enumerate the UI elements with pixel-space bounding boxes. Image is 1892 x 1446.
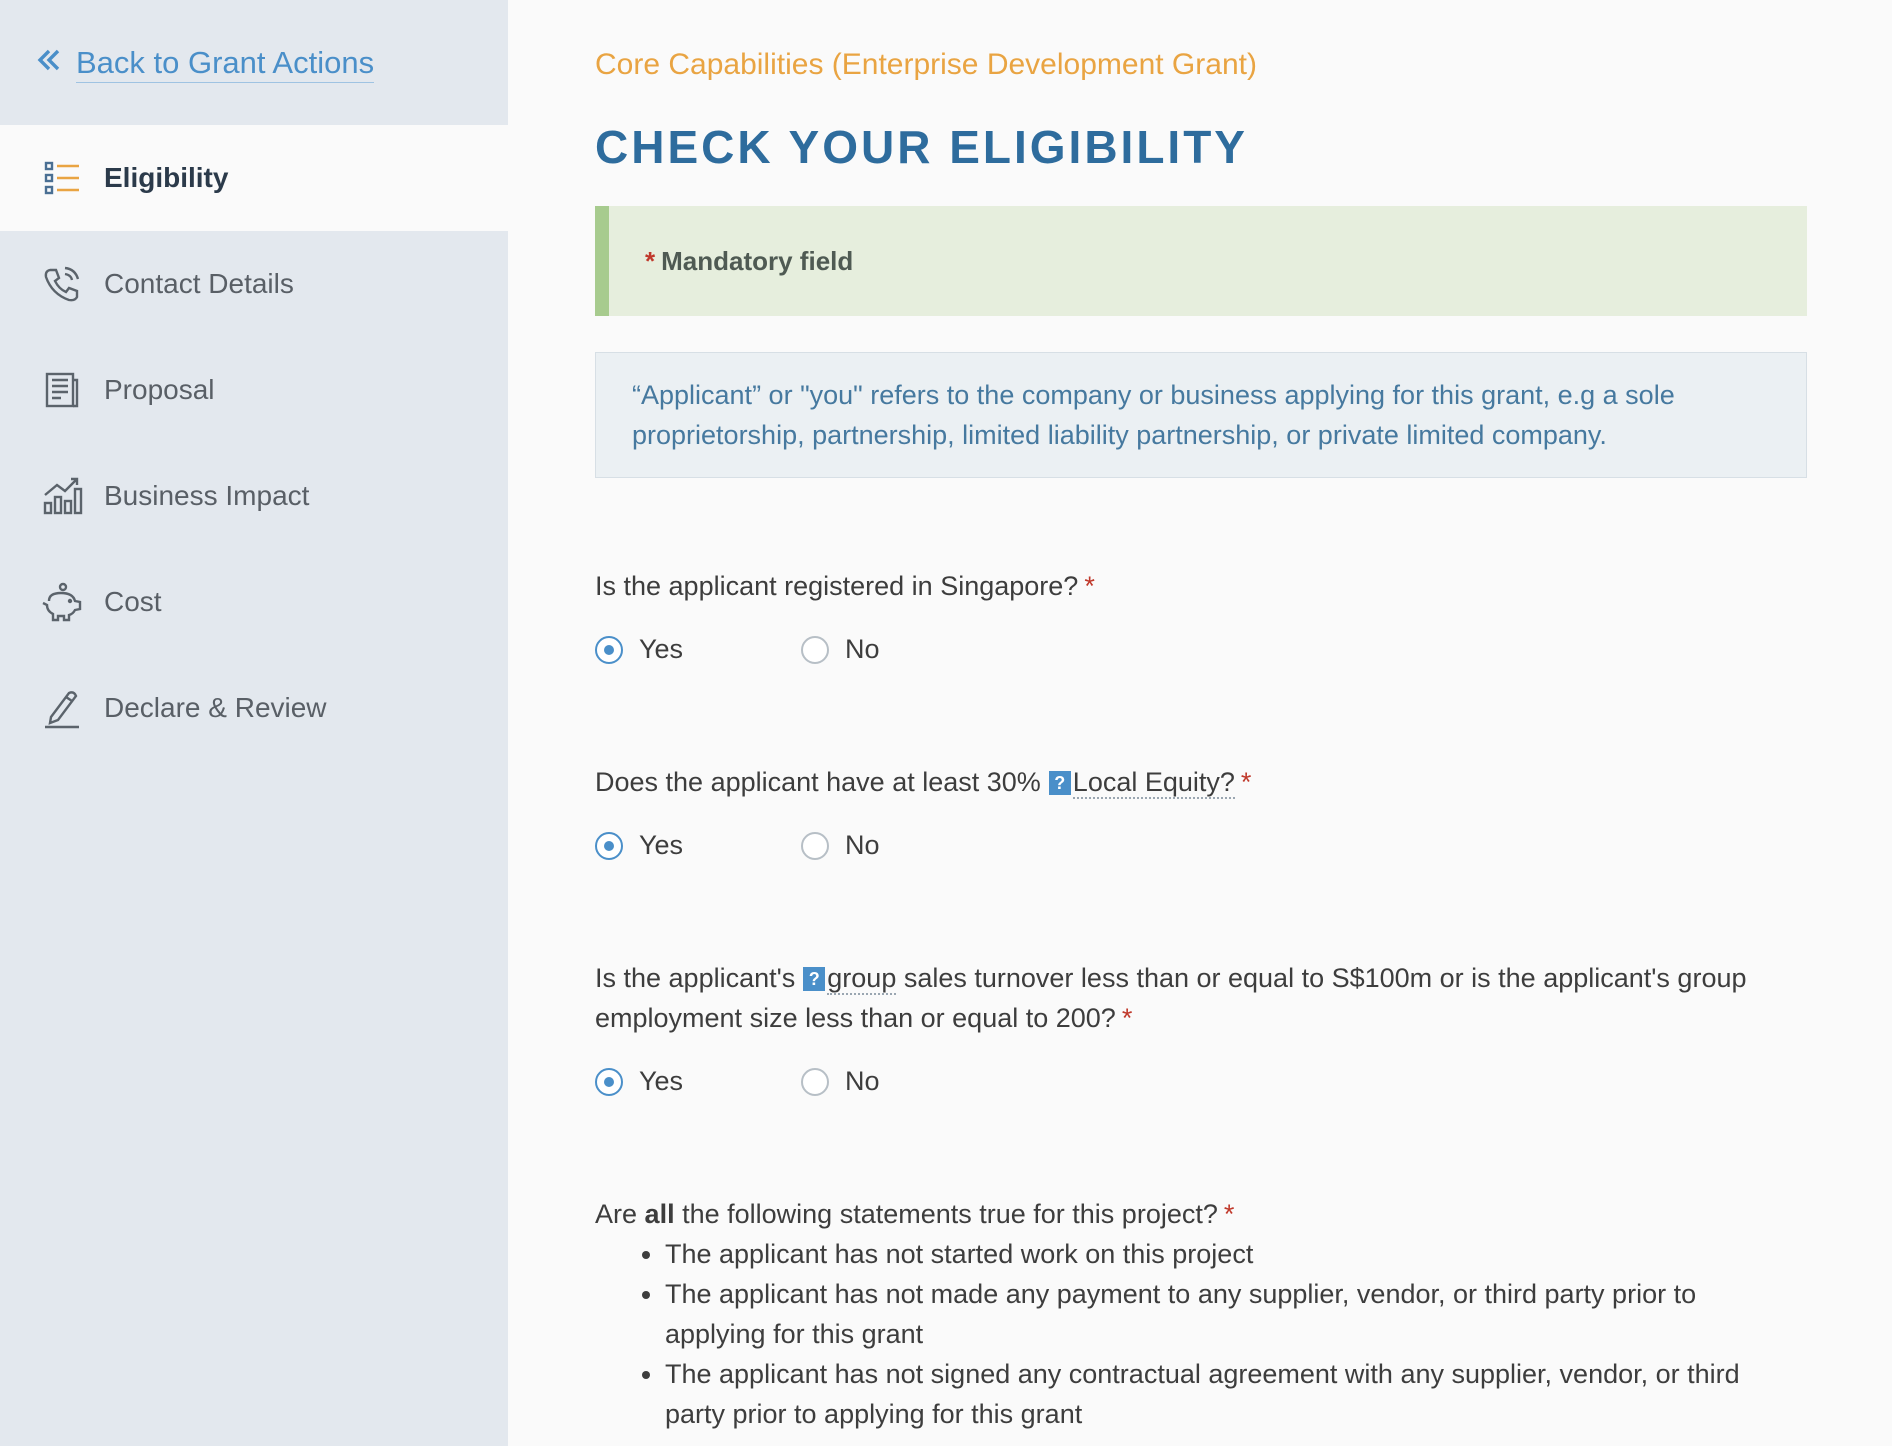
radio-label: No (845, 634, 880, 664)
radio-label: Yes (639, 830, 684, 860)
radio-unchecked-icon[interactable] (801, 1068, 829, 1096)
sidebar-item-label: Contact Details (104, 268, 294, 299)
pen-icon (40, 686, 84, 730)
required-asterisk: * (1084, 571, 1095, 601)
sidebar-nav (0, 125, 508, 761)
sidebar-item-label: Eligibility (104, 162, 229, 193)
back-to-grant-actions-link[interactable] (36, 40, 374, 86)
required-asterisk: * (1121, 1003, 1133, 1033)
question-text-rest: sales turnover less than or equal to S$100m or is the applicant's group employment size less than or equal to 200? (595, 963, 1747, 1033)
radio-unchecked-icon[interactable] (801, 832, 829, 860)
required-asterisk: * (645, 245, 656, 276)
radio-checked-icon[interactable] (595, 832, 623, 860)
radio-label: No (845, 830, 880, 860)
radio-no[interactable] (801, 830, 880, 861)
page-title: CHECK YOUR ELIGIBILITY (595, 121, 1248, 173)
question-group-turnover (595, 958, 1795, 1038)
help-tooltip-icon[interactable]: ? (1049, 771, 1071, 795)
sidebar-item-label: Cost (104, 586, 162, 617)
statement-list (595, 1234, 1795, 1434)
radio-label: Yes (639, 634, 684, 664)
question-end: ? (1219, 767, 1235, 797)
list-item: • The applicant has not signed any contractual agreement with any supplier, vendor, or third party prior to applying for this grant (665, 1354, 1795, 1434)
radio-yes[interactable] (595, 634, 801, 665)
group-tooltip-term[interactable]: group (827, 963, 897, 993)
radio-unchecked-icon[interactable] (801, 636, 829, 664)
sidebar-item-label: Declare & Review (104, 692, 327, 723)
sidebar-item-eligibility[interactable] (0, 125, 508, 231)
help-tooltip-icon[interactable]: ? (803, 967, 825, 991)
tooltip-term-text: Local Equity (1072, 767, 1220, 797)
document-icon (40, 368, 84, 412)
double-chevron-left-icon (36, 45, 62, 81)
radio-no[interactable] (801, 1066, 880, 1097)
radio-label: Yes (639, 1066, 684, 1096)
question-text: Is the applicant's (595, 963, 796, 993)
chart-icon (40, 474, 84, 518)
required-asterisk: * (1240, 767, 1252, 797)
grant-subtitle: Core Capabilities (Enterprise Development Grant) (595, 48, 1257, 81)
question-text: Does the applicant have at least 30% (595, 767, 1041, 797)
question-registered-singapore (595, 566, 1095, 606)
back-link-label: Back to Grant Actions (76, 44, 374, 83)
question-text-rest: the following statements true for this project? (682, 1199, 1218, 1229)
sidebar-item-business-impact[interactable] (0, 443, 508, 549)
piggy-bank-icon (40, 580, 84, 624)
radio-checked-icon[interactable] (595, 1068, 623, 1096)
radio-group-registered-singapore (595, 634, 880, 665)
sidebar-item-label: Business Impact (104, 480, 310, 511)
list-item: • The applicant has not made any payment to any supplier, vendor, or third party prior to applying for this grant (665, 1274, 1795, 1354)
sidebar-item-label: Proposal (104, 374, 215, 405)
question-emphasis: all (644, 1199, 675, 1229)
mandatory-field-notice (595, 206, 1807, 316)
required-asterisk: * (1223, 1199, 1235, 1229)
radio-no[interactable] (801, 634, 880, 665)
applicant-definition-info: “Applicant” or "you" refers to the company or business applying for this grant, e.g a sole proprietorship, partnership, limited liability partnership, or private limited company. (595, 352, 1807, 478)
radio-checked-icon[interactable] (595, 636, 623, 664)
list-item: • The applicant has not started work on this project (665, 1234, 1795, 1274)
question-project-statements (595, 1194, 1234, 1234)
question-text: Is the applicant registered in Singapore? (595, 571, 1079, 601)
radio-label: No (845, 1066, 880, 1096)
sidebar (0, 0, 508, 1446)
mandatory-field-text: Mandatory field (661, 245, 854, 276)
sidebar-item-declare-review[interactable] (0, 655, 508, 761)
sidebar-item-proposal[interactable] (0, 337, 508, 443)
phone-icon (40, 262, 84, 306)
local-equity-tooltip-term[interactable] (1073, 767, 1235, 799)
sidebar-item-cost[interactable] (0, 549, 508, 655)
radio-yes[interactable] (595, 830, 801, 861)
radio-group-group-turnover (595, 1066, 880, 1097)
sidebar-item-contact-details[interactable] (0, 231, 508, 337)
radio-yes[interactable] (595, 1066, 801, 1097)
question-local-equity (595, 762, 1251, 802)
radio-group-local-equity (595, 830, 880, 861)
question-text: Are (595, 1199, 638, 1229)
list-icon (40, 156, 84, 200)
